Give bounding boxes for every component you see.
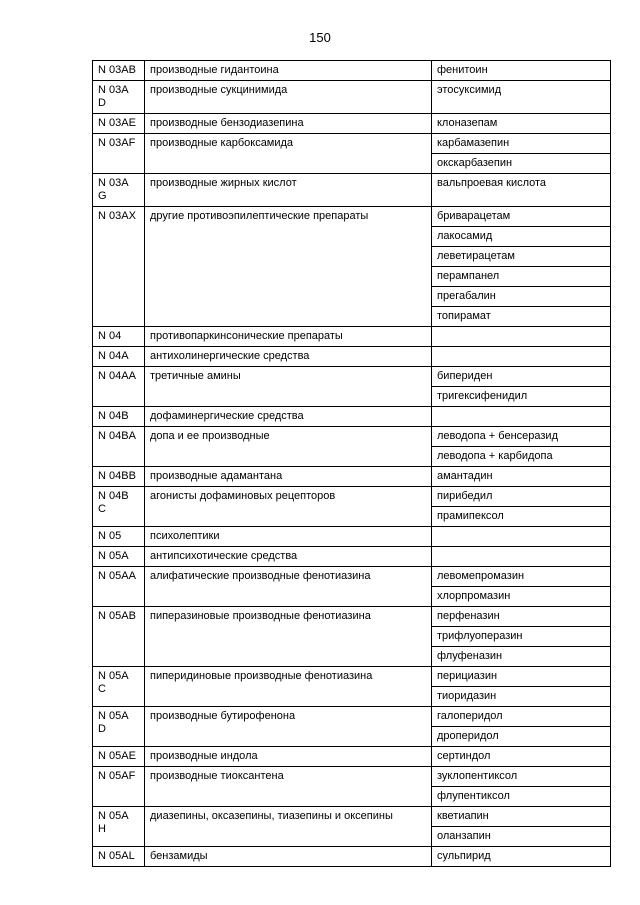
drug-name-cell: прегабалин (432, 287, 611, 307)
atc-code-cell: N 03AB (93, 61, 145, 81)
group-name-cell: бензамиды (145, 847, 432, 867)
atc-code-cell: N 04A (93, 347, 145, 367)
drug-name-cell: оланзапин (432, 827, 611, 847)
drug-name-cell: амантадин (432, 467, 611, 487)
group-name-cell: третичные амины (145, 367, 432, 407)
drug-name-cell: тиоридазин (432, 687, 611, 707)
atc-code-cell: N 05A C (93, 667, 145, 707)
group-name-cell: диазепины, оксазепины, тиазепины и оксепины (145, 807, 432, 847)
group-name-cell: другие противоэпилептические препараты (145, 207, 432, 327)
drug-name-cell: бипериден (432, 367, 611, 387)
atc-code-cell: N 05A D (93, 707, 145, 747)
table-row (93, 747, 611, 767)
atc-code-cell: N 03A D (93, 81, 145, 114)
atc-code-cell: N 05A H (93, 807, 145, 847)
drug-name-cell: зуклопентиксол (432, 767, 611, 787)
group-name-cell: производные индола (145, 747, 432, 767)
atc-code-cell: N 05AF (93, 767, 145, 807)
table-row (93, 547, 611, 567)
atc-code-cell: N 05AA (93, 567, 145, 607)
drug-name-cell: карбамазепин (432, 134, 611, 154)
table-row (93, 327, 611, 347)
group-name-cell: пиперазиновые производные фенотиазина (145, 607, 432, 667)
drug-name-cell: перициазин (432, 667, 611, 687)
group-name-cell: агонисты дофаминовых рецепторов (145, 487, 432, 527)
table-row (93, 567, 611, 587)
group-name-cell: антипсихотические средства (145, 547, 432, 567)
drug-name-cell: леветирацетам (432, 247, 611, 267)
atc-code-cell: N 03A G (93, 174, 145, 207)
atc-code-cell: N 05A (93, 547, 145, 567)
drug-name-cell: дроперидол (432, 727, 611, 747)
atc-code-cell: N 03AE (93, 114, 145, 134)
table-row (93, 487, 611, 507)
atc-code-cell: N 05AL (93, 847, 145, 867)
atc-code-cell: N 03AX (93, 207, 145, 327)
drug-name-cell: фенитоин (432, 61, 611, 81)
atc-code-cell: N 04AA (93, 367, 145, 407)
drug-name-cell: прамипексол (432, 507, 611, 527)
table-row (93, 767, 611, 787)
atc-drug-table (92, 60, 611, 867)
drug-name-cell: леводопа + карбидопа (432, 447, 611, 467)
drug-name-cell (432, 327, 611, 347)
drug-name-cell: лакосамид (432, 227, 611, 247)
atc-code-cell: N 04B (93, 407, 145, 427)
group-name-cell: допа и ее производные (145, 427, 432, 467)
drug-name-cell: вальпроевая кислота (432, 174, 611, 207)
table-row (93, 207, 611, 227)
table-row (93, 847, 611, 867)
table-row (93, 467, 611, 487)
page-number: 150 (309, 30, 331, 45)
table-row (93, 807, 611, 827)
drug-name-cell: клоназепам (432, 114, 611, 134)
group-name-cell: дофаминергические средства (145, 407, 432, 427)
drug-name-cell: галоперидол (432, 707, 611, 727)
table-row (93, 134, 611, 154)
group-name-cell: производные карбоксамида (145, 134, 432, 174)
drug-name-cell: тригексифенидил (432, 387, 611, 407)
drug-name-cell: хлорпромазин (432, 587, 611, 607)
table-row (93, 607, 611, 627)
table-row (93, 667, 611, 687)
group-name-cell: антихолинергические средства (145, 347, 432, 367)
group-name-cell: пиперидиновые производные фенотиазина (145, 667, 432, 707)
drug-name-cell: окскарбазепин (432, 154, 611, 174)
drug-name-cell: сульпирид (432, 847, 611, 867)
drug-name-cell: этосуксимид (432, 81, 611, 114)
table-row (93, 81, 611, 114)
table-row (93, 527, 611, 547)
drug-name-cell (432, 527, 611, 547)
drug-name-cell: кветиапин (432, 807, 611, 827)
drug-name-cell: сертиндол (432, 747, 611, 767)
table-row (93, 114, 611, 134)
drug-name-cell: левомепромазин (432, 567, 611, 587)
table-row (93, 347, 611, 367)
group-name-cell: психолептики (145, 527, 432, 547)
group-name-cell: производные бутирофенона (145, 707, 432, 747)
table-row (93, 407, 611, 427)
table-row (93, 427, 611, 447)
atc-code-cell: N 05 (93, 527, 145, 547)
drug-name-cell (432, 407, 611, 427)
drug-name-cell (432, 347, 611, 367)
drug-name-cell: трифлуоперазин (432, 627, 611, 647)
drug-name-cell: перфеназин (432, 607, 611, 627)
atc-code-cell: N 04B C (93, 487, 145, 527)
table-row (93, 707, 611, 727)
atc-code-cell: N 05AB (93, 607, 145, 667)
table-row (93, 174, 611, 207)
atc-code-cell: N 04BA (93, 427, 145, 467)
drug-name-cell: флупентиксол (432, 787, 611, 807)
drug-name-cell: леводопа + бенсеразид (432, 427, 611, 447)
atc-code-cell: N 04BB (93, 467, 145, 487)
atc-code-cell: N 05AE (93, 747, 145, 767)
table-row (93, 367, 611, 387)
group-name-cell: алифатические производные фенотиазина (145, 567, 432, 607)
drug-name-cell: бриварацетам (432, 207, 611, 227)
atc-code-cell: N 03AF (93, 134, 145, 174)
group-name-cell: производные адамантана (145, 467, 432, 487)
group-name-cell: противопаркинсонические препараты (145, 327, 432, 347)
drug-name-cell: флуфеназин (432, 647, 611, 667)
group-name-cell: производные жирных кислот (145, 174, 432, 207)
group-name-cell: производные бензодиазепина (145, 114, 432, 134)
drug-name-cell (432, 547, 611, 567)
group-name-cell: производные сукцинимида (145, 81, 432, 114)
drug-name-cell: пирибедил (432, 487, 611, 507)
table-row (93, 61, 611, 81)
drug-name-cell: топирамат (432, 307, 611, 327)
group-name-cell: производные гидантоина (145, 61, 432, 81)
atc-code-cell: N 04 (93, 327, 145, 347)
drug-name-cell: перампанел (432, 267, 611, 287)
group-name-cell: производные тиоксантена (145, 767, 432, 807)
